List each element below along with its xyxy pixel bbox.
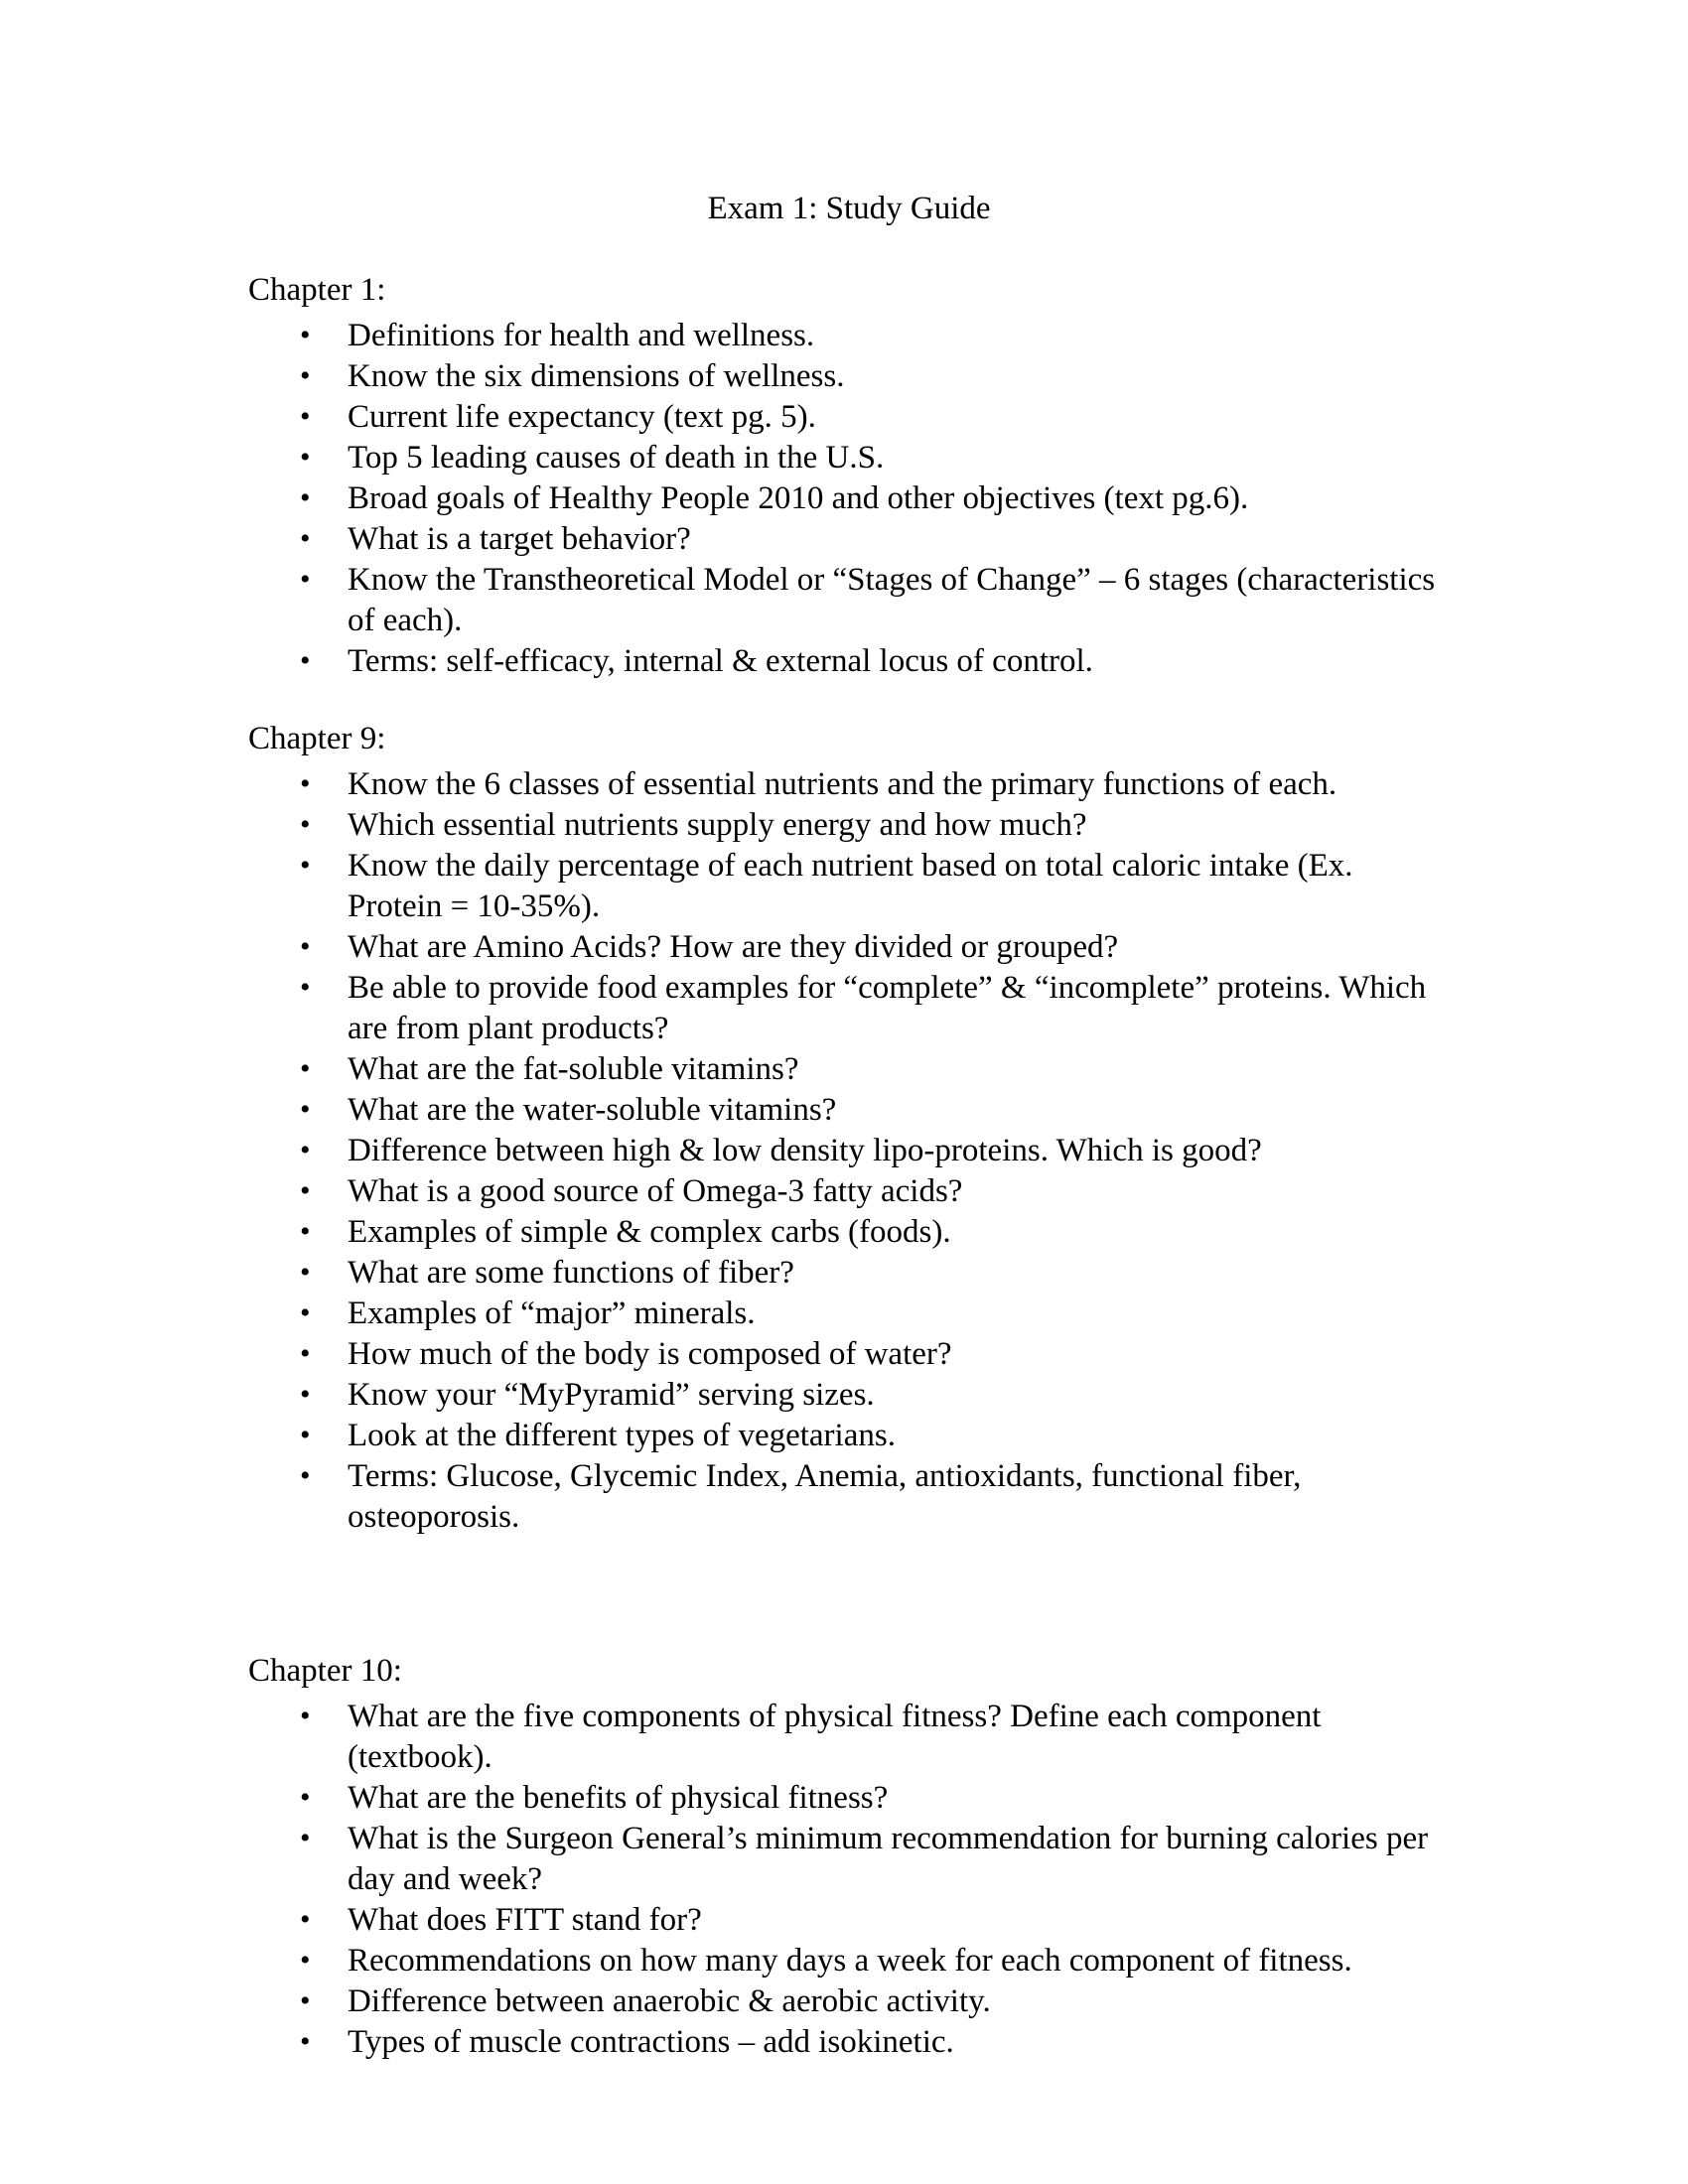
list-item [248, 1049, 1450, 1090]
list-item [248, 519, 1450, 560]
bullet-list [248, 316, 1450, 682]
list-item [248, 397, 1450, 438]
bullet-text: Know the Transtheoretical Model or “Stages of Change” – 6 stages (characteristics of each). [348, 562, 1436, 638]
list-item [248, 1900, 1450, 1941]
list-item [248, 1253, 1450, 1294]
bullet-icon: • [300, 441, 311, 474]
bullet-text: Be able to provide food examples for “complete” & “incomplete” proteins. Which are from plant products? [348, 970, 1427, 1046]
bullet-text: Look at the different types of vegetarians. [348, 1418, 896, 1453]
list-item [248, 1416, 1450, 1456]
bullet-text: What are Amino Acids? How are they divided or grouped? [348, 929, 1119, 965]
list-item [248, 1778, 1450, 1819]
section-heading: Chapter 10: [248, 1653, 402, 1689]
bullet-text: Know the 6 classes of essential nutrients and the primary functions of each. [348, 766, 1337, 802]
list-item [248, 1131, 1450, 1171]
bullet-icon: • [300, 930, 311, 963]
bullet-icon: • [300, 1297, 311, 1329]
bullet-text: What are the benefits of physical fitness? [348, 1780, 889, 1816]
list-item [248, 1171, 1450, 1212]
bullet-text: What is the Surgeon General’s minimum recommendation for burning calories per day and week? [348, 1821, 1429, 1897]
bullet-icon: • [300, 2025, 311, 2058]
bullet-text: What are the water-soluble vitamins? [348, 1092, 837, 1128]
list-item [248, 641, 1450, 682]
bullet-icon: • [300, 522, 311, 555]
section-chapter-9 [248, 719, 1450, 1538]
bullet-text: Know the six dimensions of wellness. [348, 358, 845, 394]
bullet-icon: • [300, 849, 311, 882]
bullet-icon: • [300, 1459, 311, 1492]
bullet-text: Recommendations on how many days a week for each component of fitness. [348, 1943, 1352, 1979]
bullet-icon: • [300, 481, 311, 514]
bullet-icon: • [300, 1052, 311, 1085]
bullet-text: Difference between high & low density lipo-proteins. Which is good? [348, 1133, 1262, 1168]
bullet-text: What are the fat-soluble vitamins? [348, 1051, 799, 1087]
list-item [248, 356, 1450, 397]
bullet-icon: • [300, 644, 311, 677]
bullet-text: Know your “MyPyramid” serving sizes. [348, 1377, 875, 1413]
bullet-text: What is a good source of Omega-3 fatty acids? [348, 1173, 963, 1209]
bullet-icon: • [300, 1378, 311, 1411]
bullet-icon: • [300, 1093, 311, 1126]
bullet-icon: • [300, 1419, 311, 1451]
bullet-text: Current life expectancy (text pg. 5). [348, 399, 816, 435]
bullet-list [248, 764, 1450, 1538]
bullet-text: Examples of “major” minerals. [348, 1296, 756, 1331]
bullet-icon: • [300, 1903, 311, 1936]
bullet-text: Which essential nutrients supply energy and how much? [348, 807, 1087, 843]
bullet-text: Broad goals of Healthy People 2010 and other objectives (text pg.6). [348, 480, 1249, 516]
list-item [248, 1456, 1450, 1538]
bullet-text: How much of the body is composed of water? [348, 1336, 952, 1372]
bullet-list [248, 1697, 1450, 2063]
list-item [248, 316, 1450, 356]
list-item [248, 1941, 1450, 1981]
bullet-icon: • [300, 1256, 311, 1289]
section-heading: Chapter 1: [248, 272, 386, 308]
list-item [248, 1819, 1450, 1900]
list-item [248, 968, 1450, 1049]
bullet-icon: • [300, 1944, 311, 1977]
list-item [248, 764, 1450, 805]
bullet-text: Difference between anaerobic & aerobic activity. [348, 1983, 991, 2019]
bullet-text: Terms: self-efficacy, internal & external locus of control. [348, 643, 1093, 679]
page-title: Exam 1: Study Guide [707, 191, 991, 226]
list-item [248, 560, 1450, 641]
list-item [248, 1212, 1450, 1253]
bullet-icon: • [300, 359, 311, 392]
bullet-icon: • [300, 319, 311, 351]
bullet-icon: • [300, 971, 311, 1004]
bullet-text: Top 5 leading causes of death in the U.S. [348, 440, 885, 476]
bullet-icon: • [300, 1822, 311, 1854]
bullet-text: Terms: Glucose, Glycemic Index, Anemia, antioxidants, functional fiber, osteoporosis. [348, 1458, 1302, 1535]
list-item [248, 1375, 1450, 1416]
bullet-text: What are some functions of fiber? [348, 1255, 794, 1291]
list-item [248, 846, 1450, 927]
bullet-icon: • [300, 1215, 311, 1248]
section-heading: Chapter 9: [248, 721, 386, 756]
bullet-icon: • [300, 563, 311, 596]
bullet-icon: • [300, 1781, 311, 1814]
list-item [248, 1090, 1450, 1131]
list-item [248, 1981, 1450, 2022]
bullet-text: Know the daily percentage of each nutrient based on total caloric intake (Ex. Protein = 10-35%). [348, 848, 1353, 924]
bullet-text: Definitions for health and wellness. [348, 318, 815, 353]
bullet-text: What are the five components of physical fitness? Define each component (textbook). [348, 1699, 1322, 1775]
list-item [248, 438, 1450, 478]
bullet-icon: • [300, 1984, 311, 2017]
bullet-icon: • [300, 400, 311, 433]
list-item [248, 1294, 1450, 1334]
list-item [248, 1334, 1450, 1375]
bullet-text: What is a target behavior? [348, 521, 691, 557]
bullet-icon: • [300, 767, 311, 800]
bullet-icon: • [300, 808, 311, 841]
section-chapter-10 [248, 1651, 1450, 2063]
bullet-text: Examples of simple & complex carbs (foods). [348, 1214, 951, 1250]
list-item [248, 1697, 1450, 1778]
bullet-icon: • [300, 1700, 311, 1732]
bullet-icon: • [300, 1337, 311, 1370]
bullet-icon: • [300, 1134, 311, 1166]
bullet-icon: • [300, 1174, 311, 1207]
list-item [248, 927, 1450, 968]
section-chapter-1 [248, 270, 1450, 682]
bullet-text: Types of muscle contractions – add isokinetic. [348, 2024, 954, 2060]
bullet-text: What does FITT stand for? [348, 1902, 702, 1938]
list-item [248, 805, 1450, 846]
list-item [248, 2022, 1450, 2063]
list-item [248, 478, 1450, 519]
